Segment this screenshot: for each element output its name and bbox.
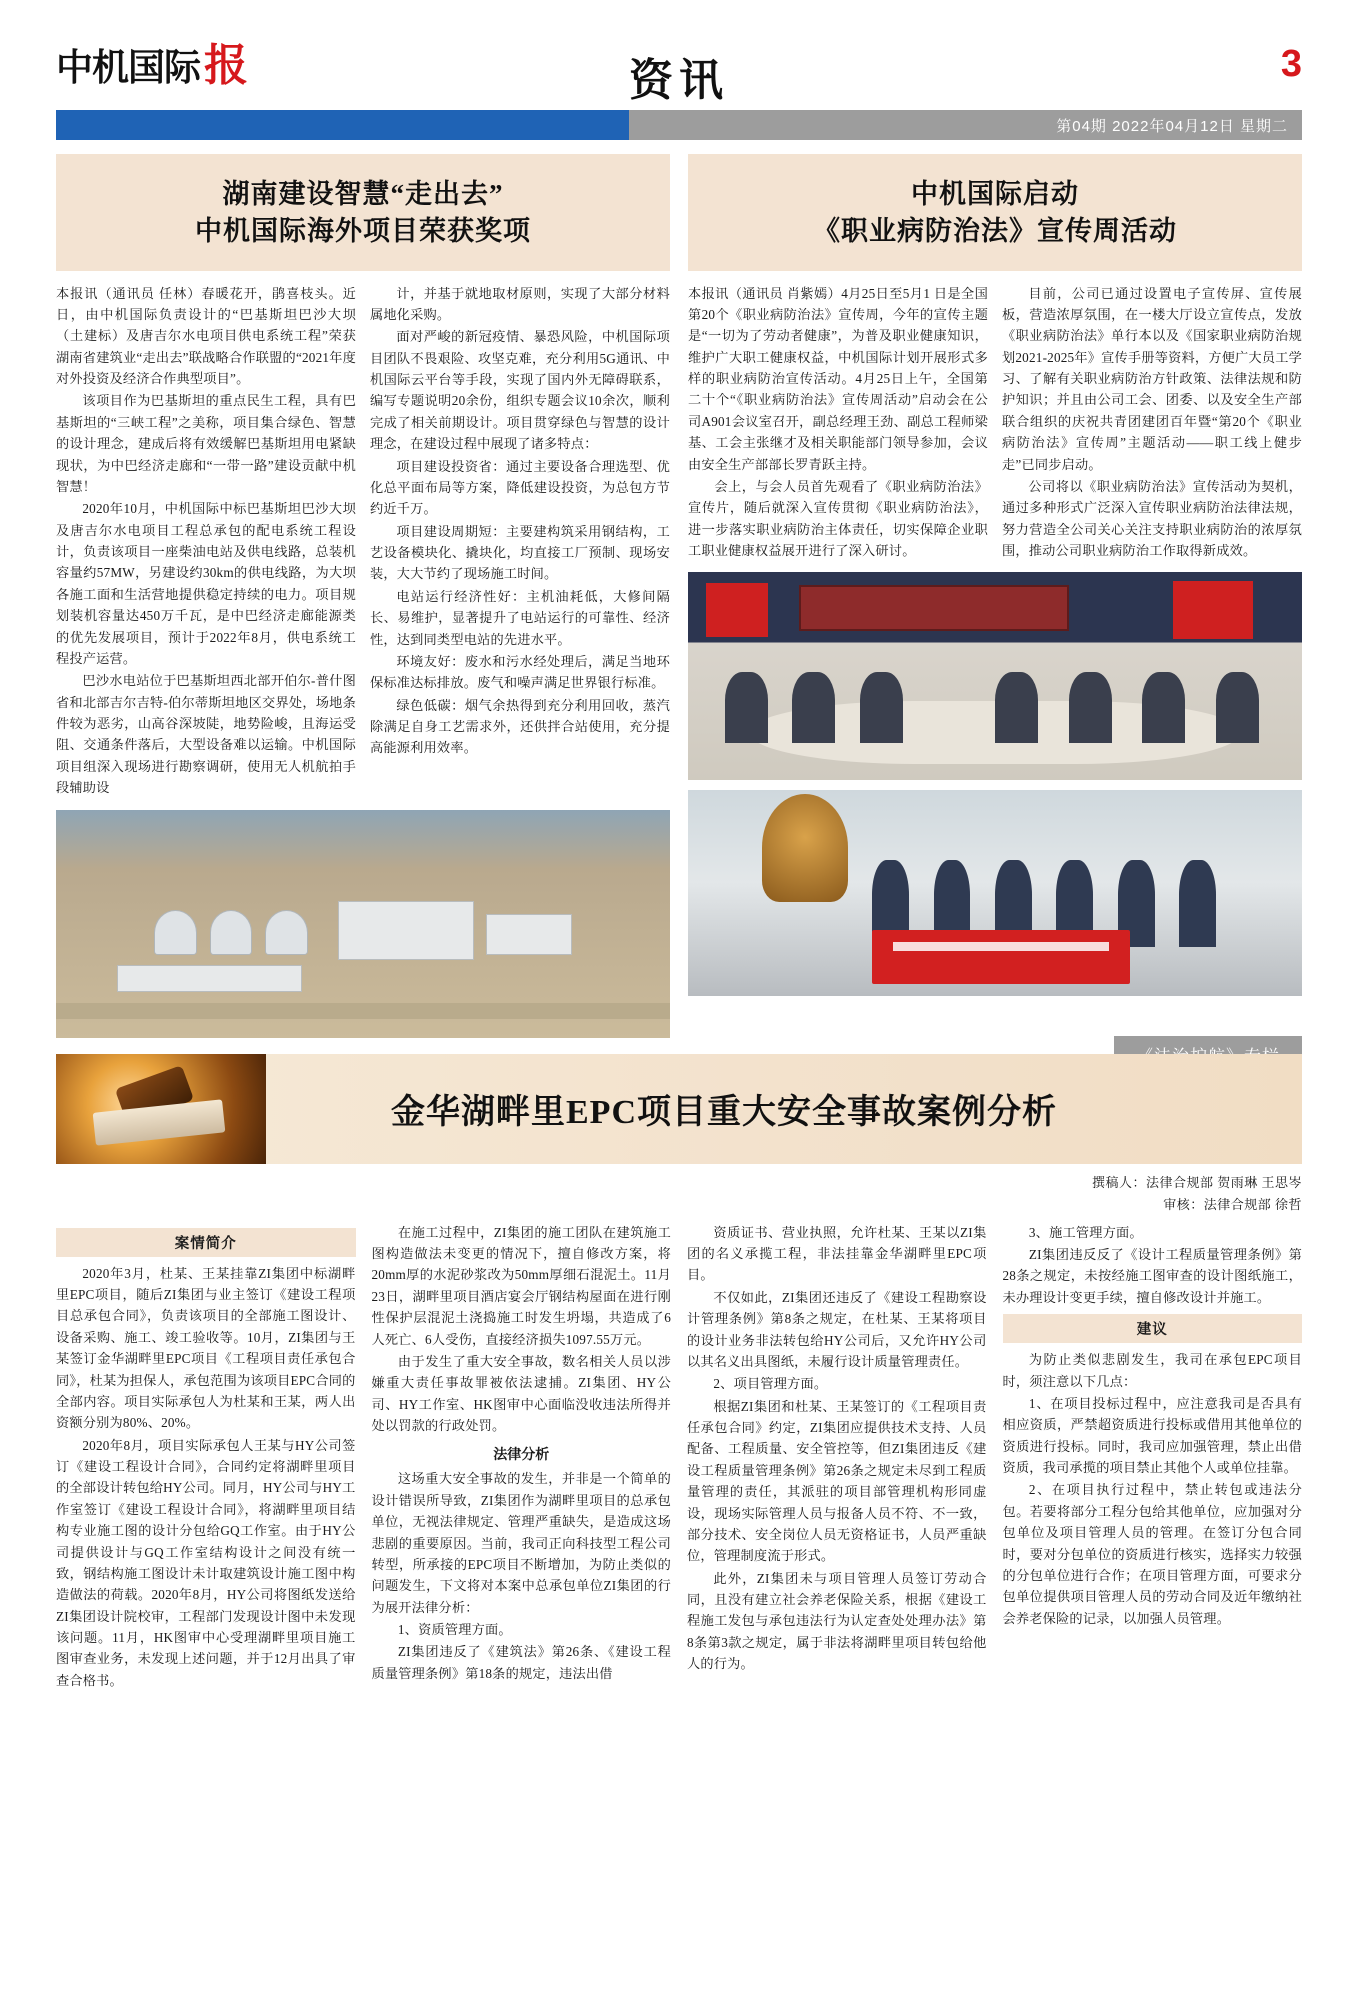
article-right bbox=[688, 154, 1302, 1038]
paragraph: 3、施工管理方面。 bbox=[1028, 1224, 1143, 1240]
feature-col-4 bbox=[1003, 1222, 1303, 1693]
paragraph: 绿色低碳：烟气余热得到充分利用回收，蒸汽除满足自身工艺需求外，还供拌合站使用，充分提高能源利用效率。 bbox=[370, 697, 670, 756]
article-right-photo-meeting bbox=[688, 572, 1302, 780]
article-left-photo bbox=[56, 810, 670, 1038]
page-number: 3 bbox=[1280, 42, 1302, 85]
paragraph: 该项目作为巴基斯坦的重点民生工程，具有巴基斯坦的“三峡工程”之美称，项目集合绿色、智慧的设计理念，建成后将有效缓解巴基斯坦用电紧缺现状，为中巴经济走廊和“一带一路”建设贡献中机智慧！ bbox=[56, 393, 356, 494]
paragraph: ZI集团违反了《建筑法》第26条、《建设工程质量管理条例》第18条的规定，违法出借 bbox=[371, 1644, 671, 1681]
paragraph: 为防止类似悲剧发生，我司在承包EPC项目时，须注意以下几点： bbox=[1002, 1352, 1302, 1389]
paragraph: 2020年3月，杜某、王某挂靠ZI集团中标湖畔里EPC项目，随后ZI集团与业主签订《建设工程项目总承包合同》，负责该项目的全部施工图设计、设备采购、施工、竣工验收等。10月，ZI集团与王某签订金华湖畔里EPC项目《工程项目责任承包合同》，杜某为担保人，承包范围为该项目EPC合同的全部内容。项目实际承包人为杜某和王某，两人出资额分别为80%、20%。 bbox=[56, 1265, 356, 1431]
article-right-title-line1: 中机国际启动 bbox=[911, 179, 1079, 209]
banner-blue-block bbox=[56, 110, 629, 140]
article-left-col-2 bbox=[370, 283, 670, 800]
feature-title: 金华湖畔里EPC项目重大安全事故案例分析 bbox=[391, 1094, 1057, 1131]
paragraph: 本报讯（通讯员 任林）春暖花开，鹃喜枝头。近日，由中机国际负责设计的“巴基斯坦巴沙大坝（土建标）及唐吉尔水电项目供电系统工程”荣获湖南省建筑业“走出去”联战略合作联盟的“2021年度对外投资及经济合作典型项目”。 bbox=[56, 285, 356, 386]
paragraph: 2、在项目执行过程中，禁止转包或违法分包。若要将部分工程分包给其他单位，应加强对分包单位及项目管理人员的管理。在签订分包合同时，要对分包单位的资质进行核实，选择实力较强的分包单位进行合作；在项目管理方面，可要求分包单位提供项目管理人员的劳动合同及近年缴纳社会养老保险的记录，以加强人员管理。 bbox=[1002, 1482, 1302, 1626]
logo-accent-text: 报 bbox=[204, 41, 248, 91]
masthead bbox=[56, 0, 1302, 105]
article-left bbox=[56, 154, 670, 1038]
paragraph: 电站运行经济性好：主机油耗低，大修间隔长、易维护，显著提升了电站运行的可靠性、经济性，达到同类型电站的先进水平。 bbox=[370, 588, 670, 647]
feature-headline-banner bbox=[56, 1054, 1302, 1164]
article-right-photo-event bbox=[688, 790, 1302, 996]
paragraph: 2、项目管理方面。 bbox=[713, 1376, 828, 1392]
paragraph: 资质证书、营业执照，允许杜某、王某以ZI集团的名义承揽工程，非法挂靠金华湖畔里EPC项目。 bbox=[687, 1224, 987, 1283]
issue-date-line: 第04期 2022年04月12日 星期二 bbox=[629, 110, 1302, 140]
section-heading-case-summary: 案情简介 bbox=[56, 1228, 356, 1257]
feature-byline bbox=[56, 1172, 1302, 1216]
paragraph: 此外，ZI集团未与项目管理人员签订劳动合同，且没有建立社会养老保险关系，根据《建设工程施工发包与承包违法行为认定查处处理办法》第8条第3款之规定，属于非法将湖畔里项目转包给他人的行为。 bbox=[687, 1570, 987, 1672]
power-plant-photo bbox=[56, 810, 670, 1038]
paragraph: 公司将以《职业病防治法》宣传活动为契机，通过多种形式广泛深入宣传职业病防治法律法规，努力营造全公司关心关注支持职业病防治的浓厚氛围，推动公司职业病防治工作取得新成效。 bbox=[1002, 478, 1302, 558]
paragraph: 在施工过程中，ZI集团的施工团队在建筑施工图构造做法未变更的情况下，擅自修改方案，将20mm厚的水泥砂浆改为50mm厚细石混泥土。11月23日，湖畔里项目酒店宴会厅钢结构屋面在进行刚性保护层混泥土浇捣施工时发生坍塌，共造成了6人死亡、6人受伤，直接经济损失1097.55万元。 bbox=[371, 1224, 671, 1347]
paragraph: 会上，与会人员首先观看了《职业病防治法》宣传片，随后就深入宣传贯彻《职业病防治法》，进一步落实职业病防治主体责任，切实保障企业职工职业健康权益展开进行了深入研讨。 bbox=[688, 478, 988, 558]
promotion-booth-photo bbox=[688, 790, 1302, 996]
article-right-body bbox=[688, 283, 1302, 563]
issue-banner bbox=[56, 110, 1302, 140]
section-heading-suggestions: 建议 bbox=[1003, 1314, 1303, 1343]
byline-writer: 撰稿人：法律合规部 贺雨琳 王思岑 bbox=[1091, 1174, 1302, 1190]
article-left-headline bbox=[56, 154, 670, 271]
paragraph: 项目建设周期短：主要建构筑采用钢结构，工艺设备模块化、撬块化，均直接工厂预制、现场安装，大大节约了现场施工时间。 bbox=[370, 523, 670, 582]
paragraph: ZI集团违反反了《设计工程质量管理条例》第28条之规定，未按经施工图审查的设计图纸施工，未办理设计变更手续，擅自修改设计并施工。 bbox=[1002, 1247, 1302, 1305]
meeting-room-photo bbox=[688, 572, 1302, 780]
paragraph: 由于发生了重大安全事故，数名相关人员以涉嫌重大责任事故罪被依法逮捕。ZI集团、HY公司、HY工作室、HK图审中心面临没收违法所得并处以罚款的行政处罚。 bbox=[371, 1353, 671, 1434]
article-left-title-line1: 湖南建设智慧“走出去” bbox=[222, 179, 504, 209]
gavel-icon bbox=[56, 1054, 266, 1164]
paragraph: 2020年10月，中机国际中标巴基斯坦巴沙大坝及唐吉尔水电项目工程总承包的配电系统工程设计，负责该项目一座柴油电站及供电线路，总装机容量约57MW，另建设约30km的供电线路，为大坝各施工面和生活营地提供稳定持续的电力。项目规划装机容量达450万千瓦，是中巴经济走廊能源类的优先发展项目，预计于2022年8月，供电系统工程投产运营。 bbox=[56, 501, 356, 666]
paragraph: 1、在项目投标过程中，应注意我司是否具有相应资质，严禁超资质进行投标或借用其他单位的资质进行投标。同时，我司应加强管理，禁止出借资质，我司承揽的项目禁止其他个人或单位挂靠。 bbox=[1002, 1395, 1302, 1476]
paragraph: 2020年8月，项目实际承包人王某与HY公司签订《建设工程设计合同》，合同约定将湖畔里项目的全部设计转包给HY公司。同月，HY公司与HY工作室签订《建设工程设计合同》，将湖畔里项目结构专业施工图的设计分包给GQ工作室。由于HY公司提供设计与GQ工作室结构设计之间没有统一致，钢结构施工图设计未计取建筑设计施工图中构造做法的荷载。2020年8月，HY公司将图纸发送给ZI集团设计院校审，工程部门发现设计图中未发现该问题。11月，HK图审中心受理湖畔里项目施工图审查业务，未发现上述问题，并于12月出具了审查合格书。 bbox=[56, 1437, 356, 1688]
paragraph: 1、资质管理方面。 bbox=[397, 1622, 512, 1638]
paragraph: 环境友好：废水和污水经处理后，满足当地环保标准达标排放。废气和噪声满足世界银行标准。 bbox=[370, 653, 670, 691]
article-left-col-1 bbox=[56, 283, 356, 800]
paragraph: 这场重大安全事故的发生，并非是一个简单的设计错误所导致，ZI集团作为湖畔里项目的总承包单位，无视法律规定、管理严重缺失，是造成这场悲剧的重要原因。当前，我司正向科技型工程公司转型，所承接的EPC项目不断增加，为防止类似的问题发生，下文将对本案中总承包单位ZI集团的行为展开法律分析： bbox=[371, 1471, 671, 1615]
paragraph: 项目建设投资省：通过主要设备合理选型、优化总平面布局等方案，降低建设投资，为总包方节约近千万。 bbox=[370, 458, 670, 517]
paragraph: 巴沙水电站位于巴基斯坦西北部开伯尔-普什图省和北部吉尔吉特-伯尔蒂斯坦地区交界处，场地条件较为恶劣，山高谷深坡陡，地势险峻，且海运受阻、交通条件落后，大型设备难以运输。中机国际项目组深入现场进行勘察调研，使用无人机航拍手段辅助设 bbox=[56, 673, 356, 796]
feature-body bbox=[56, 1222, 1302, 1693]
paragraph: 目前，公司已通过设置电子宣传屏、宣传展板，营造浓厚氛围，在一楼大厅设立宣传点，发放《职业病防治法》单行本以及《国家职业病防治规划2021-2025年》宣传手册等资料，方便广大员工学习、了解有关职业病防治方针政策、法律法规和防护知识；并且由公司工会、团委、以及安全生产部联合组织的庆祝共青团建团百年暨“第20个《职业病防治法》宣传周”主题活动——职工线上健步走”已同步启动。 bbox=[1002, 285, 1302, 472]
byline-reviewer: 审核：法律合规部 徐哲 bbox=[1163, 1196, 1302, 1212]
article-right-title-line2: 《职业病防治法》宣传周活动 bbox=[813, 216, 1177, 247]
paragraph: 不仅如此，ZI集团还违反了《建设工程勘察设计管理条例》第8条之规定，在杜某、王某将项目的设计业务非法转包给HY公司后，又允许HY公司以其名义出具图纸，未履行设计质量管理责任。 bbox=[687, 1289, 987, 1369]
feature-col-2 bbox=[372, 1222, 672, 1693]
feature-article bbox=[56, 1054, 1302, 1693]
paragraph: 根据ZI集团和杜某、王某签订的《工程项目责任承包合同》约定，ZI集团应提供技术支持、人员配备、工程质量、安全管控等，但ZI集团违反《建设工程质量管理条例》第26条之规定未尽到工程质量管理的责任，其派驻的项目部管理机构形同虚设，现场实际管理人员与报备人员不符、不一致，部分技术、安全岗位人员无资格证书，人员严重缺位，管理制度流于形式。 bbox=[687, 1398, 987, 1564]
section-heading-legal-analysis: 法律分析 bbox=[493, 1448, 550, 1464]
paragraph: 面对严峻的新冠疫情、暴恐风险，中机国际项目团队不畏艰险、攻坚克难，充分利用5G通讯、中机国际云平台等手段，实现了国内外无障碍联系，编写专题说明20余份，组织专题会议10余次，顺利完成了相关前期设计。项目贯穿绿色与智慧的设计理念，在建设过程中展现了诸多特点： bbox=[370, 329, 670, 452]
logo-main-text: 中机国际 bbox=[56, 48, 200, 89]
article-left-body bbox=[56, 283, 670, 800]
feature-col-3 bbox=[687, 1222, 987, 1693]
article-right-headline bbox=[688, 154, 1302, 271]
article-right-col-2 bbox=[1002, 283, 1302, 563]
paragraph: 计，并基于就地取材原则，实现了大部分材料属地化采购。 bbox=[370, 285, 670, 322]
feature-col-1 bbox=[56, 1222, 356, 1693]
paragraph: 本报讯（通讯员 肖紫嫣）4月25日至5月1 日是全国第20个《职业病防治法》宣传周，今年的宣传主题是“一切为了劳动者健康”，为普及职业健康知识，维护广大职工健康权益，中机国际计划开展形式多样的职业病防治宣传活动。4月25日上午，全国第二十个“《职业病防治法》宣传周活动”启动会在公司A901会议室召开，副总经理王劲、副总工程师梁基、工会主张继才及相关职能部门领导参加，会议由安全生产部部长罗青跃主持。 bbox=[688, 285, 988, 472]
article-left-title-line2: 中机国际海外项目荣获奖项 bbox=[195, 216, 531, 247]
top-articles bbox=[56, 154, 1302, 1038]
article-right-col-1 bbox=[688, 283, 988, 563]
page-title: 资讯 bbox=[629, 56, 729, 105]
